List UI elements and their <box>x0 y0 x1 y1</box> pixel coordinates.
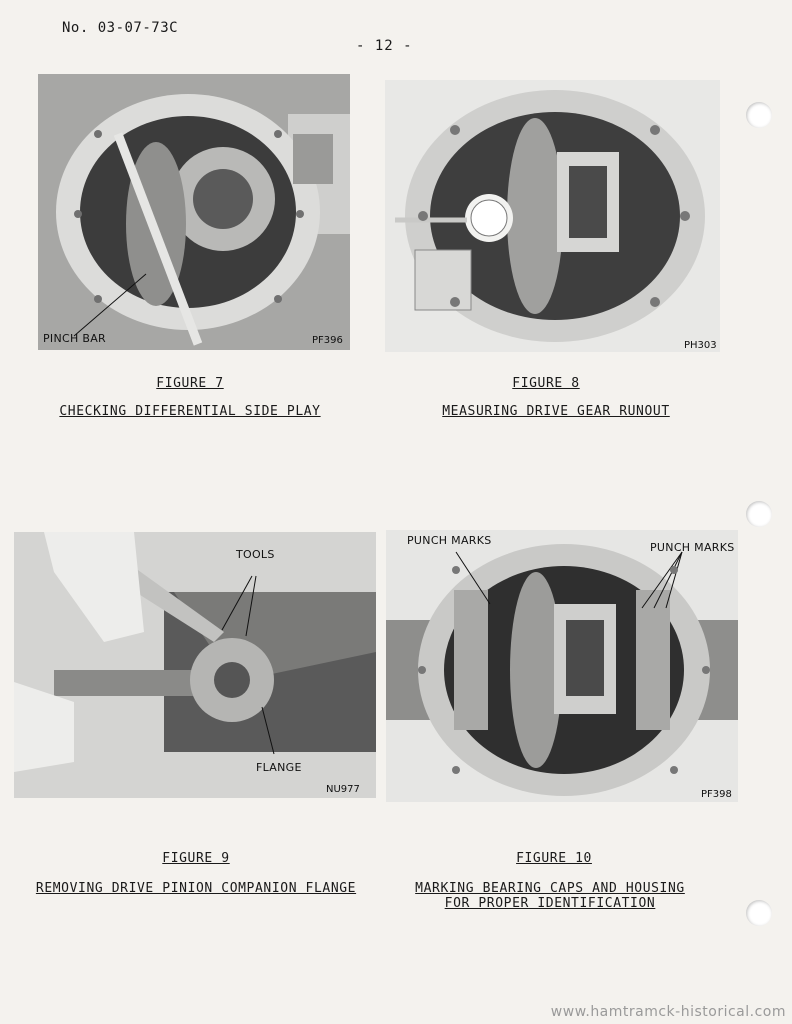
document-number: No. 03-07-73C <box>62 20 179 36</box>
figure-7-photo-code: PF396 <box>312 335 343 346</box>
figure-9-photo <box>14 532 376 798</box>
figure-9-callout-tools: TOOLS <box>236 548 275 561</box>
figure-10-label: FIGURE 10 <box>516 851 592 866</box>
figure-8-photo-code: PH303 <box>684 340 717 351</box>
figure-7-title: CHECKING DIFFERENTIAL SIDE PLAY <box>59 404 321 419</box>
figure-7-photo <box>38 74 350 350</box>
page-number: - 12 - <box>356 38 413 54</box>
figure-10-callout-punch-marks-right: PUNCH MARKS <box>650 541 735 554</box>
site-watermark: www.hamtramck-historical.com <box>550 1004 786 1020</box>
binder-hole <box>746 900 772 926</box>
figure-8-title: MEASURING DRIVE GEAR RUNOUT <box>442 404 670 419</box>
figure-7-label: FIGURE 7 <box>156 376 224 391</box>
figure-10-title-line-1: MARKING BEARING CAPS AND HOUSING <box>415 881 685 896</box>
figure-10-photo <box>386 530 738 802</box>
figure-8-label: FIGURE 8 <box>512 376 580 391</box>
figure-9-title: REMOVING DRIVE PINION COMPANION FLANGE <box>35 881 357 896</box>
binder-hole <box>746 102 772 128</box>
figure-10-photo-code: PF398 <box>701 789 732 800</box>
figure-10-title-line-2: FOR PROPER IDENTIFICATION <box>444 896 656 911</box>
figure-9-callout-flange: FLANGE <box>256 761 302 774</box>
figure-7-callout-pinch-bar: PINCH BAR <box>43 332 106 345</box>
figure-10-callout-punch-marks-left: PUNCH MARKS <box>407 534 492 547</box>
figure-8-photo <box>385 80 720 352</box>
binder-hole <box>746 501 772 527</box>
figure-9-photo-code: NU977 <box>326 784 360 795</box>
figure-9-label: FIGURE 9 <box>162 851 230 866</box>
